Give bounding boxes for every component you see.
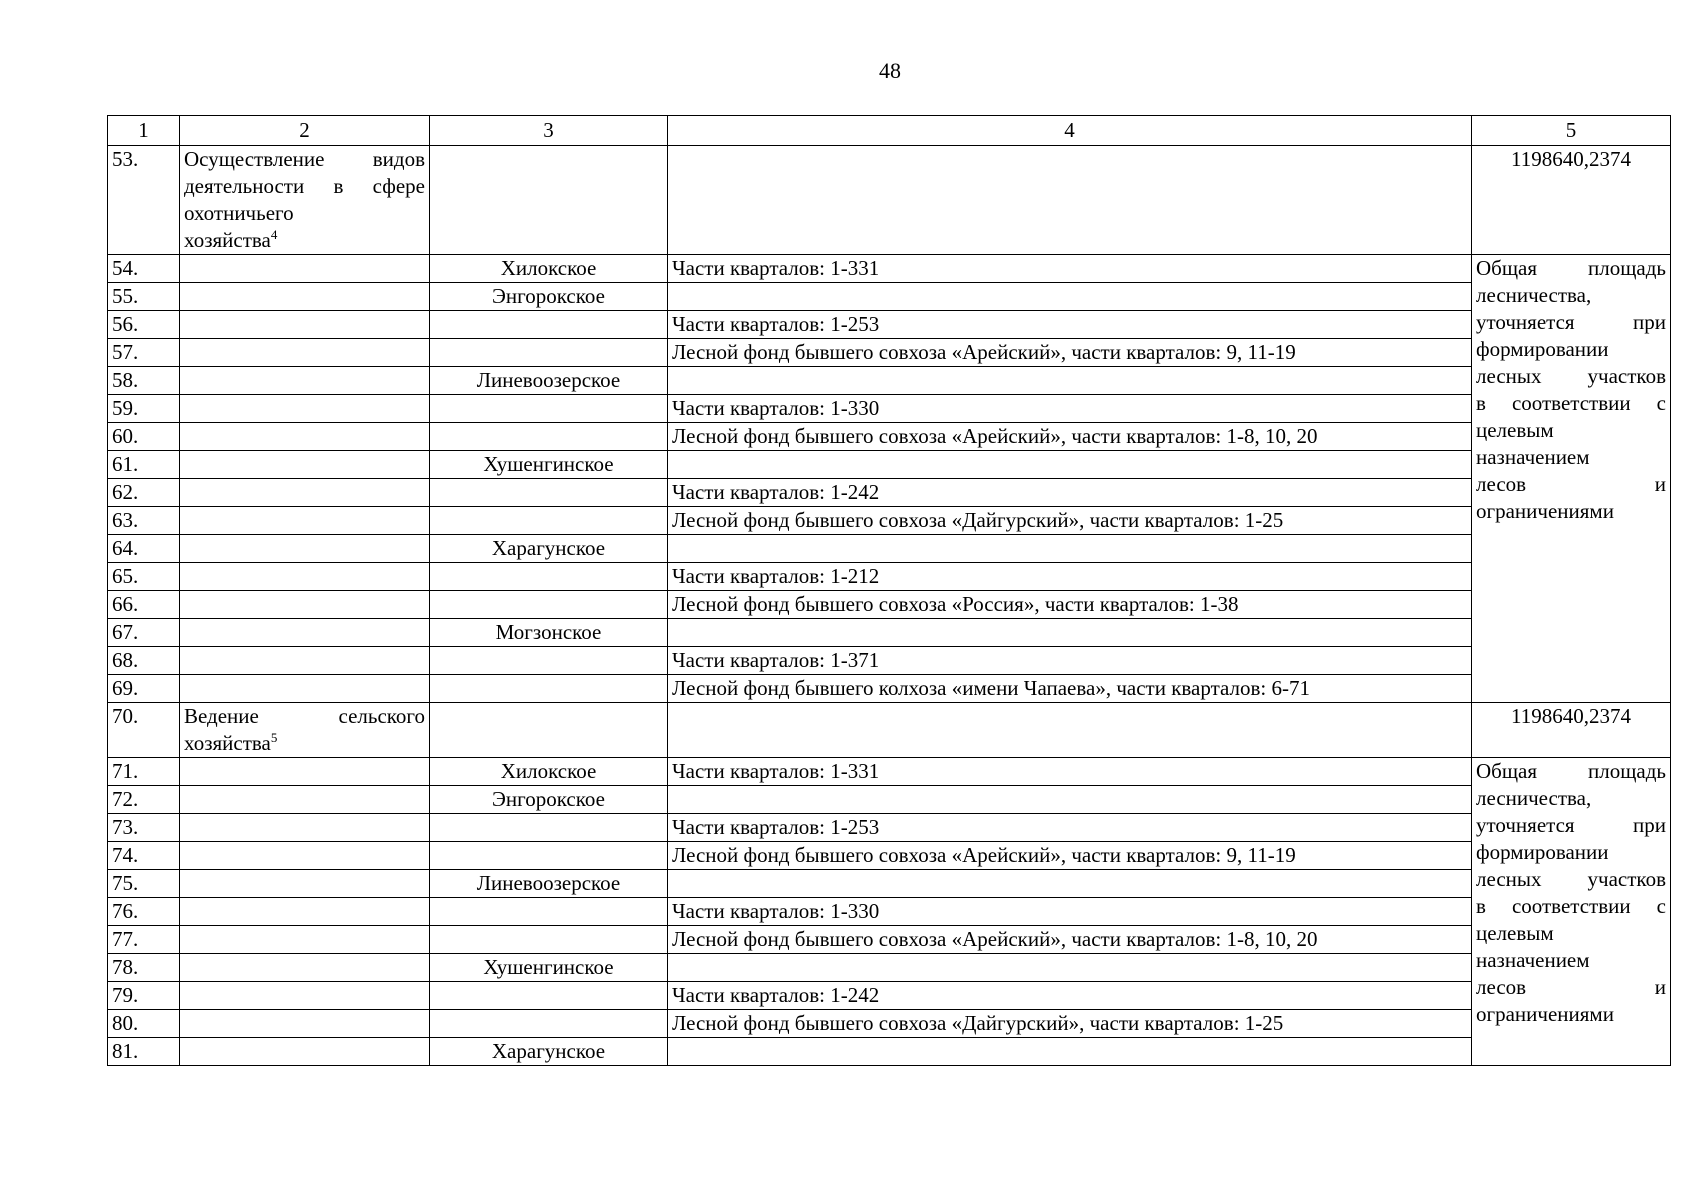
row-number: 67. bbox=[108, 619, 180, 647]
area-note-line: назначением bbox=[1476, 948, 1590, 972]
row-number: 54. bbox=[108, 255, 180, 283]
forestry-table bbox=[107, 115, 1671, 1066]
area-note-line: ограничениями bbox=[1476, 499, 1614, 523]
area-value: 1198640,2374 bbox=[1472, 146, 1671, 255]
table-row bbox=[108, 255, 1671, 283]
forestry-district bbox=[430, 842, 668, 870]
table-row bbox=[108, 535, 1671, 563]
quarters-description: Части кварталов: 1-253 bbox=[668, 311, 1472, 339]
page-number: 48 bbox=[879, 58, 901, 83]
area-value: 1198640,2374 bbox=[1472, 703, 1671, 758]
activity-last-text: хозяйства bbox=[184, 228, 271, 252]
table-row bbox=[108, 954, 1671, 982]
column-header: 5 bbox=[1472, 116, 1671, 146]
forestry-district bbox=[430, 926, 668, 954]
quarters-description bbox=[668, 619, 1472, 647]
forestry-district bbox=[430, 479, 668, 507]
column-header: 4 bbox=[668, 116, 1472, 146]
table-row bbox=[108, 563, 1671, 591]
activity-cell bbox=[180, 619, 430, 647]
quarters-description bbox=[668, 451, 1472, 479]
area-note-line: в соответствии с bbox=[1476, 391, 1666, 415]
activity-line-last bbox=[184, 227, 425, 254]
area-note-line: уточняется при bbox=[1476, 310, 1666, 334]
table-row bbox=[108, 675, 1671, 703]
quarters-description: Лесной фонд бывшего совхоза «Россия», части кварталов: 1-38 bbox=[668, 591, 1472, 619]
activity-cell bbox=[180, 647, 430, 675]
table-row bbox=[108, 451, 1671, 479]
activity-cell bbox=[180, 1010, 430, 1038]
forestry-district bbox=[430, 982, 668, 1010]
activity-cell bbox=[180, 898, 430, 926]
section-row bbox=[108, 146, 1671, 255]
footnote-marker: 5 bbox=[270, 730, 278, 745]
row-number: 62. bbox=[108, 479, 180, 507]
table-row bbox=[108, 786, 1671, 814]
activity-line: Осуществление видов bbox=[184, 147, 425, 171]
row-number: 60. bbox=[108, 423, 180, 451]
table-row bbox=[108, 926, 1671, 954]
forestry-district bbox=[430, 814, 668, 842]
table-row bbox=[108, 982, 1671, 1010]
table-row bbox=[108, 758, 1671, 786]
area-note-line: целевым bbox=[1476, 418, 1554, 442]
quarters-description: Части кварталов: 1-330 bbox=[668, 395, 1472, 423]
row-number: 76. bbox=[108, 898, 180, 926]
activity-cell bbox=[180, 591, 430, 619]
row-number: 71. bbox=[108, 758, 180, 786]
table-row bbox=[108, 870, 1671, 898]
row-number: 74. bbox=[108, 842, 180, 870]
activity-cell bbox=[180, 423, 430, 451]
area-note bbox=[1472, 758, 1671, 1066]
quarters-description: Лесной фонд бывшего совхоза «Дайгурский», части кварталов: 1-25 bbox=[668, 507, 1472, 535]
activity-cell bbox=[180, 563, 430, 591]
table-body bbox=[108, 116, 1671, 1066]
table-row bbox=[108, 898, 1671, 926]
row-number: 59. bbox=[108, 395, 180, 423]
forestry-district: Хилокское bbox=[430, 255, 668, 283]
row-number: 63. bbox=[108, 507, 180, 535]
quarters-description bbox=[668, 870, 1472, 898]
activity-cell bbox=[180, 451, 430, 479]
forestry-district bbox=[430, 507, 668, 535]
table-row bbox=[108, 339, 1671, 367]
forestry-district-cell bbox=[430, 703, 668, 758]
area-note-line: формировании bbox=[1476, 337, 1609, 361]
forestry-district: Энгорокское bbox=[430, 786, 668, 814]
forestry-district bbox=[430, 423, 668, 451]
area-note-line: целевым bbox=[1476, 921, 1554, 945]
forestry-district: Энгорокское bbox=[430, 283, 668, 311]
row-number: 77. bbox=[108, 926, 180, 954]
row-number: 81. bbox=[108, 1038, 180, 1066]
area-note-line: назначением bbox=[1476, 445, 1590, 469]
row-number: 55. bbox=[108, 283, 180, 311]
table-row bbox=[108, 1038, 1671, 1066]
forestry-district-cell bbox=[430, 146, 668, 255]
table-row bbox=[108, 842, 1671, 870]
table-row bbox=[108, 367, 1671, 395]
forestry-district: Линевоозерское bbox=[430, 870, 668, 898]
forestry-district bbox=[430, 898, 668, 926]
activity-line-last bbox=[184, 730, 425, 757]
quarters-description: Части кварталов: 1-330 bbox=[668, 898, 1472, 926]
row-number: 58. bbox=[108, 367, 180, 395]
table-row bbox=[108, 311, 1671, 339]
footnote-marker: 4 bbox=[270, 227, 278, 242]
quarters-description: Части кварталов: 1-331 bbox=[668, 255, 1472, 283]
quarters-description: Части кварталов: 1-212 bbox=[668, 563, 1472, 591]
forestry-district: Харагунское bbox=[430, 535, 668, 563]
area-note-line: Общая площадь bbox=[1476, 256, 1666, 280]
activity-cell bbox=[180, 367, 430, 395]
area-note-line: лесничества, bbox=[1476, 283, 1592, 307]
quarters-description: Части кварталов: 1-331 bbox=[668, 758, 1472, 786]
row-number: 66. bbox=[108, 591, 180, 619]
area-note-line: в соответствии с bbox=[1476, 894, 1666, 918]
activity-line: Ведение сельского bbox=[184, 704, 425, 728]
quarters-description bbox=[668, 786, 1472, 814]
activity-cell bbox=[180, 842, 430, 870]
row-number: 79. bbox=[108, 982, 180, 1010]
forestry-district: Хушенгинское bbox=[430, 954, 668, 982]
forestry-district: Могзонское bbox=[430, 619, 668, 647]
row-number: 56. bbox=[108, 311, 180, 339]
forestry-district bbox=[430, 563, 668, 591]
activity-cell bbox=[180, 814, 430, 842]
table-row bbox=[108, 591, 1671, 619]
forestry-district: Линевоозерское bbox=[430, 367, 668, 395]
activity-cell bbox=[180, 339, 430, 367]
forestry-district bbox=[430, 675, 668, 703]
area-note-line: лесничества, bbox=[1476, 786, 1592, 810]
row-number: 80. bbox=[108, 1010, 180, 1038]
forestry-district bbox=[430, 339, 668, 367]
row-number: 72. bbox=[108, 786, 180, 814]
quarters-description: Части кварталов: 1-371 bbox=[668, 647, 1472, 675]
activity-cell bbox=[180, 535, 430, 563]
area-note-line: лесов и bbox=[1476, 472, 1666, 496]
activity-cell bbox=[180, 479, 430, 507]
activity-line: охотничьего bbox=[184, 201, 294, 225]
activity-cell bbox=[180, 786, 430, 814]
forestry-district bbox=[430, 591, 668, 619]
table-row bbox=[108, 647, 1671, 675]
quarters-cell bbox=[668, 703, 1472, 758]
area-note-line: лесных участков bbox=[1476, 364, 1666, 388]
area-note-line: лесов и bbox=[1476, 975, 1666, 999]
quarters-description: Лесной фонд бывшего совхоза «Арейский», части кварталов: 9, 11-19 bbox=[668, 842, 1472, 870]
table-row bbox=[108, 1010, 1671, 1038]
row-number: 69. bbox=[108, 675, 180, 703]
activity-cell bbox=[180, 870, 430, 898]
quarters-description: Части кварталов: 1-242 bbox=[668, 982, 1472, 1010]
quarters-description bbox=[668, 1038, 1472, 1066]
forestry-district: Хилокское bbox=[430, 758, 668, 786]
quarters-description: Части кварталов: 1-253 bbox=[668, 814, 1472, 842]
quarters-description bbox=[668, 283, 1472, 311]
row-number: 68. bbox=[108, 647, 180, 675]
activity-cell bbox=[180, 283, 430, 311]
quarters-description bbox=[668, 535, 1472, 563]
activity-line: деятельности в сфере bbox=[184, 174, 425, 198]
table-row bbox=[108, 423, 1671, 451]
activity-cell bbox=[180, 675, 430, 703]
row-number: 70. bbox=[108, 703, 180, 758]
activity-cell bbox=[180, 1038, 430, 1066]
row-number: 57. bbox=[108, 339, 180, 367]
table-row bbox=[108, 283, 1671, 311]
area-note-line: формировании bbox=[1476, 840, 1609, 864]
activity-cell bbox=[180, 982, 430, 1010]
activity-name bbox=[180, 703, 430, 758]
table-row bbox=[108, 619, 1671, 647]
activity-cell bbox=[180, 507, 430, 535]
quarters-description bbox=[668, 954, 1472, 982]
forestry-district: Харагунское bbox=[430, 1038, 668, 1066]
column-header: 3 bbox=[430, 116, 668, 146]
forestry-district bbox=[430, 395, 668, 423]
row-number: 78. bbox=[108, 954, 180, 982]
activity-cell bbox=[180, 926, 430, 954]
table-row bbox=[108, 814, 1671, 842]
quarters-cell bbox=[668, 146, 1472, 255]
quarters-description: Лесной фонд бывшего совхоза «Арейский», части кварталов: 1-8, 10, 20 bbox=[668, 926, 1472, 954]
activity-last-text: хозяйства bbox=[184, 731, 271, 755]
quarters-description: Лесной фонд бывшего совхоза «Арейский», части кварталов: 9, 11-19 bbox=[668, 339, 1472, 367]
forestry-district: Хушенгинское bbox=[430, 451, 668, 479]
row-number: 53. bbox=[108, 146, 180, 255]
activity-cell bbox=[180, 311, 430, 339]
area-note-line: лесных участков bbox=[1476, 867, 1666, 891]
row-number: 73. bbox=[108, 814, 180, 842]
column-header: 1 bbox=[108, 116, 180, 146]
row-number: 61. bbox=[108, 451, 180, 479]
forestry-district bbox=[430, 647, 668, 675]
row-number: 65. bbox=[108, 563, 180, 591]
table-row bbox=[108, 479, 1671, 507]
activity-cell bbox=[180, 954, 430, 982]
area-note-line: ограничениями bbox=[1476, 1002, 1614, 1026]
activity-cell bbox=[180, 255, 430, 283]
quarters-description: Лесной фонд бывшего совхоза «Арейский», части кварталов: 1-8, 10, 20 bbox=[668, 423, 1472, 451]
column-header: 2 bbox=[180, 116, 430, 146]
forestry-district bbox=[430, 311, 668, 339]
table-row bbox=[108, 507, 1671, 535]
quarters-description: Лесной фонд бывшего совхоза «Дайгурский», части кварталов: 1-25 bbox=[668, 1010, 1472, 1038]
area-note bbox=[1472, 255, 1671, 703]
section-row bbox=[108, 703, 1671, 758]
activity-cell bbox=[180, 395, 430, 423]
quarters-description bbox=[668, 367, 1472, 395]
area-note-line: уточняется при bbox=[1476, 813, 1666, 837]
quarters-description: Части кварталов: 1-242 bbox=[668, 479, 1472, 507]
activity-cell bbox=[180, 758, 430, 786]
quarters-description: Лесной фонд бывшего колхоза «имени Чапаева», части кварталов: 6-71 bbox=[668, 675, 1472, 703]
row-number: 64. bbox=[108, 535, 180, 563]
activity-name bbox=[180, 146, 430, 255]
table-row bbox=[108, 395, 1671, 423]
forestry-district bbox=[430, 1010, 668, 1038]
column-header-row bbox=[108, 116, 1671, 146]
row-number: 75. bbox=[108, 870, 180, 898]
area-note-line: Общая площадь bbox=[1476, 759, 1666, 783]
